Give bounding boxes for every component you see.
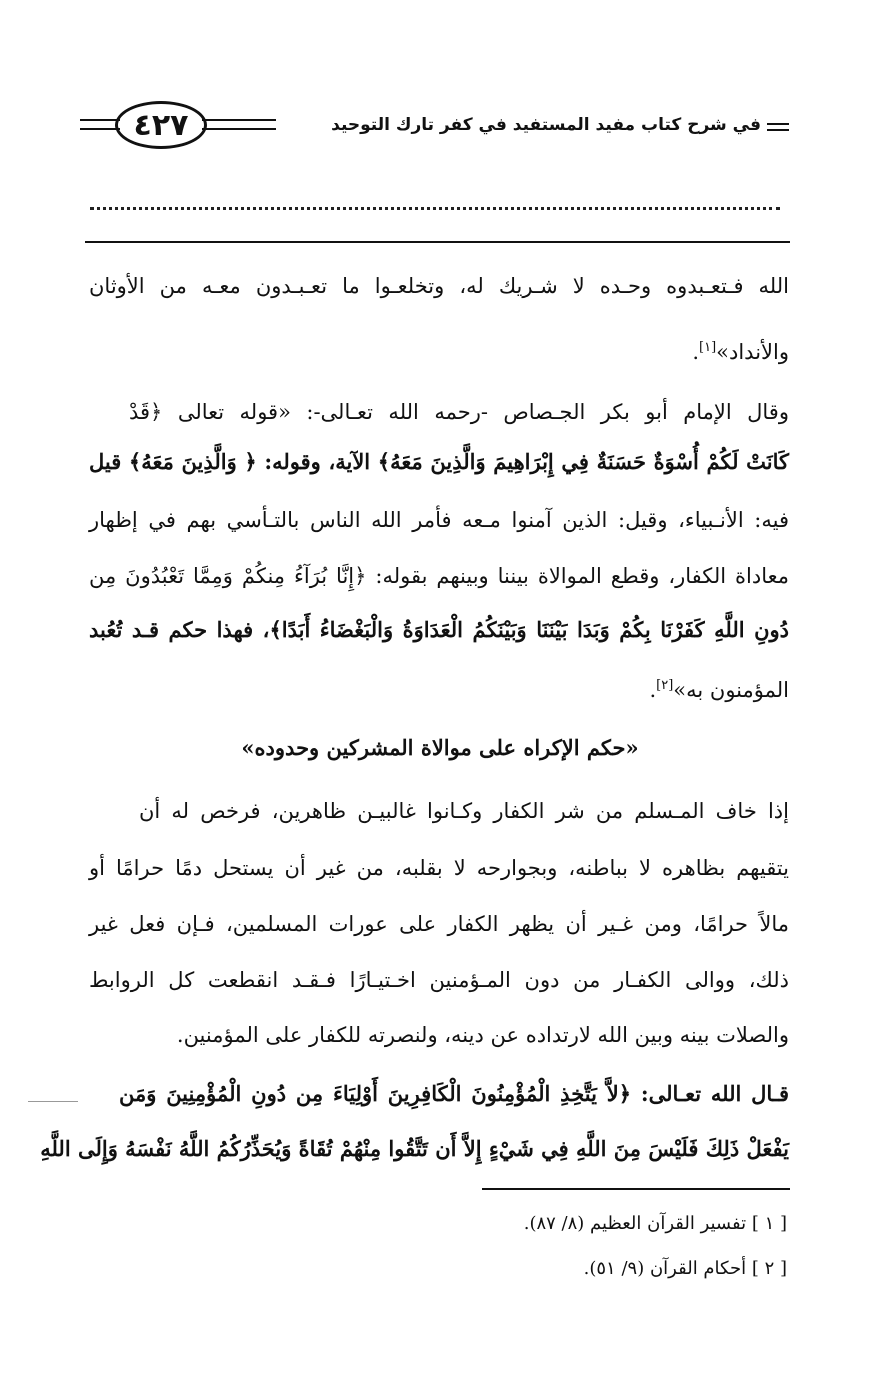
text-line: مالاً حرامًا، ومن غـير أن يظهر الكفار على عورات المسلمين، فـإن فعل غير: [89, 912, 789, 936]
title-mark-top: [767, 123, 789, 125]
text-line: دُونِ اللَّهِ كَفَرْنَا بِكُمْ وَبَدَا بَيْنَنَا وَبَيْنَكُمُ الْعَدَاوَةُ وَالْبَغْضَاءُ أَبَدًا﴾، فهذا حكم قـد تُعُبد: [89, 617, 789, 642]
text-line: المؤمنون به»[٢].: [649, 678, 789, 702]
header-rule-right-top: [202, 119, 276, 121]
header-rule-left-bottom: [80, 128, 120, 130]
text-line: معاداة الكفار، وقطع الموالاة بيننا وبينهم بقوله: ﴿إِنَّا بُرَآءُ مِنكُمْ وَمِمَّا تَعْبُدُونَ مِن: [89, 564, 789, 588]
page-number: ٤٢٧: [115, 101, 207, 149]
text-line: والأنداد»[١].: [692, 340, 789, 364]
dotted-divider: [90, 207, 780, 210]
text-line: كَانَتْ لَكُمْ أُسْوَةٌ حَسَنَةٌ فِي إِبْرَاهِيمَ وَالَّذِينَ مَعَهُ﴾ الآية، وقوله: ﴿ وَالَّذِينَ مَعَهُ﴾ قيل: [89, 449, 789, 474]
text-line: يَفْعَلْ ذَلِكَ فَلَيْسَ مِنَ اللَّهِ فِي شَيْءٍ إِلاَّ أَن تَتَّقُوا مِنْهُمْ تُقَاةً وَيُحَذِّرُكُمُ اللَّهُ نَفْسَهُ وَإِلَى اللَّهِ: [40, 1136, 789, 1161]
header-divider: [85, 241, 790, 243]
text-line: الله فـتعـبدوه وحـده لا شـريك له، وتخلعـوا ما تعـبـدون معـه من الأوثان: [89, 274, 789, 298]
title-mark-bottom: [767, 129, 789, 131]
section-heading: «حكم الإكراه على موالاة المشركين وحدوده»: [241, 735, 639, 760]
text-line: وقال الإمام أبو بكر الجـصاص -رحمه الله تعـالى-: «قوله تعالى ﴿قَدْ: [129, 400, 789, 424]
text-line: فيه: الأنـبياء، وقيل: الذين آمنوا مـعه فأمر الله الناس بالتـأسي بهم في إظهار: [89, 508, 789, 532]
footnote-divider: [482, 1188, 790, 1190]
running-title: في شرح كتاب مفيد المستفيد في كفر تارك التوحيد: [331, 115, 761, 135]
margin-mark: [28, 1101, 78, 1102]
footnote-ref-1: [١]: [699, 340, 717, 355]
text-line: إذا خاف المـسلم من شر الكفار وكـانوا غالبيـن ظاهرين، فرخص له أن: [139, 799, 789, 823]
header-rule-right-bottom: [202, 128, 276, 130]
header-rule-left-top: [80, 119, 120, 121]
footnote-1: [ ١ ] تفسير القرآن العظيم (٨/ ٨٧).: [523, 1213, 787, 1234]
text-line: قـال الله تعـالى: ﴿لاَّ يَتَّخِذِ الْمُؤْمِنُونَ الْكَافِرِينَ أَوْلِيَاءَ مِن دُونِ الْمُؤْمِنِينَ وَمَن: [119, 1081, 789, 1106]
footnote-2: [ ٢ ] أحكام القرآن (٩/ ٥١).: [583, 1258, 787, 1279]
text-line: ذلك، ووالى الكفـار من دون المـؤمنين اخـتيـارًا فـقـد انقطعت كل الروابط: [89, 968, 789, 992]
text-line: يتقيهم بظاهره لا بباطنه، وبجوارحه لا بقلبه، من غير أن يستحل دمًا حرامًا أو: [89, 856, 789, 880]
footnote-ref-2: [٢]: [656, 678, 674, 693]
text-line: والصلات بينه وبين الله لارتداده عن دينه، ولنصرته للكفار على المؤمنين.: [176, 1023, 789, 1047]
